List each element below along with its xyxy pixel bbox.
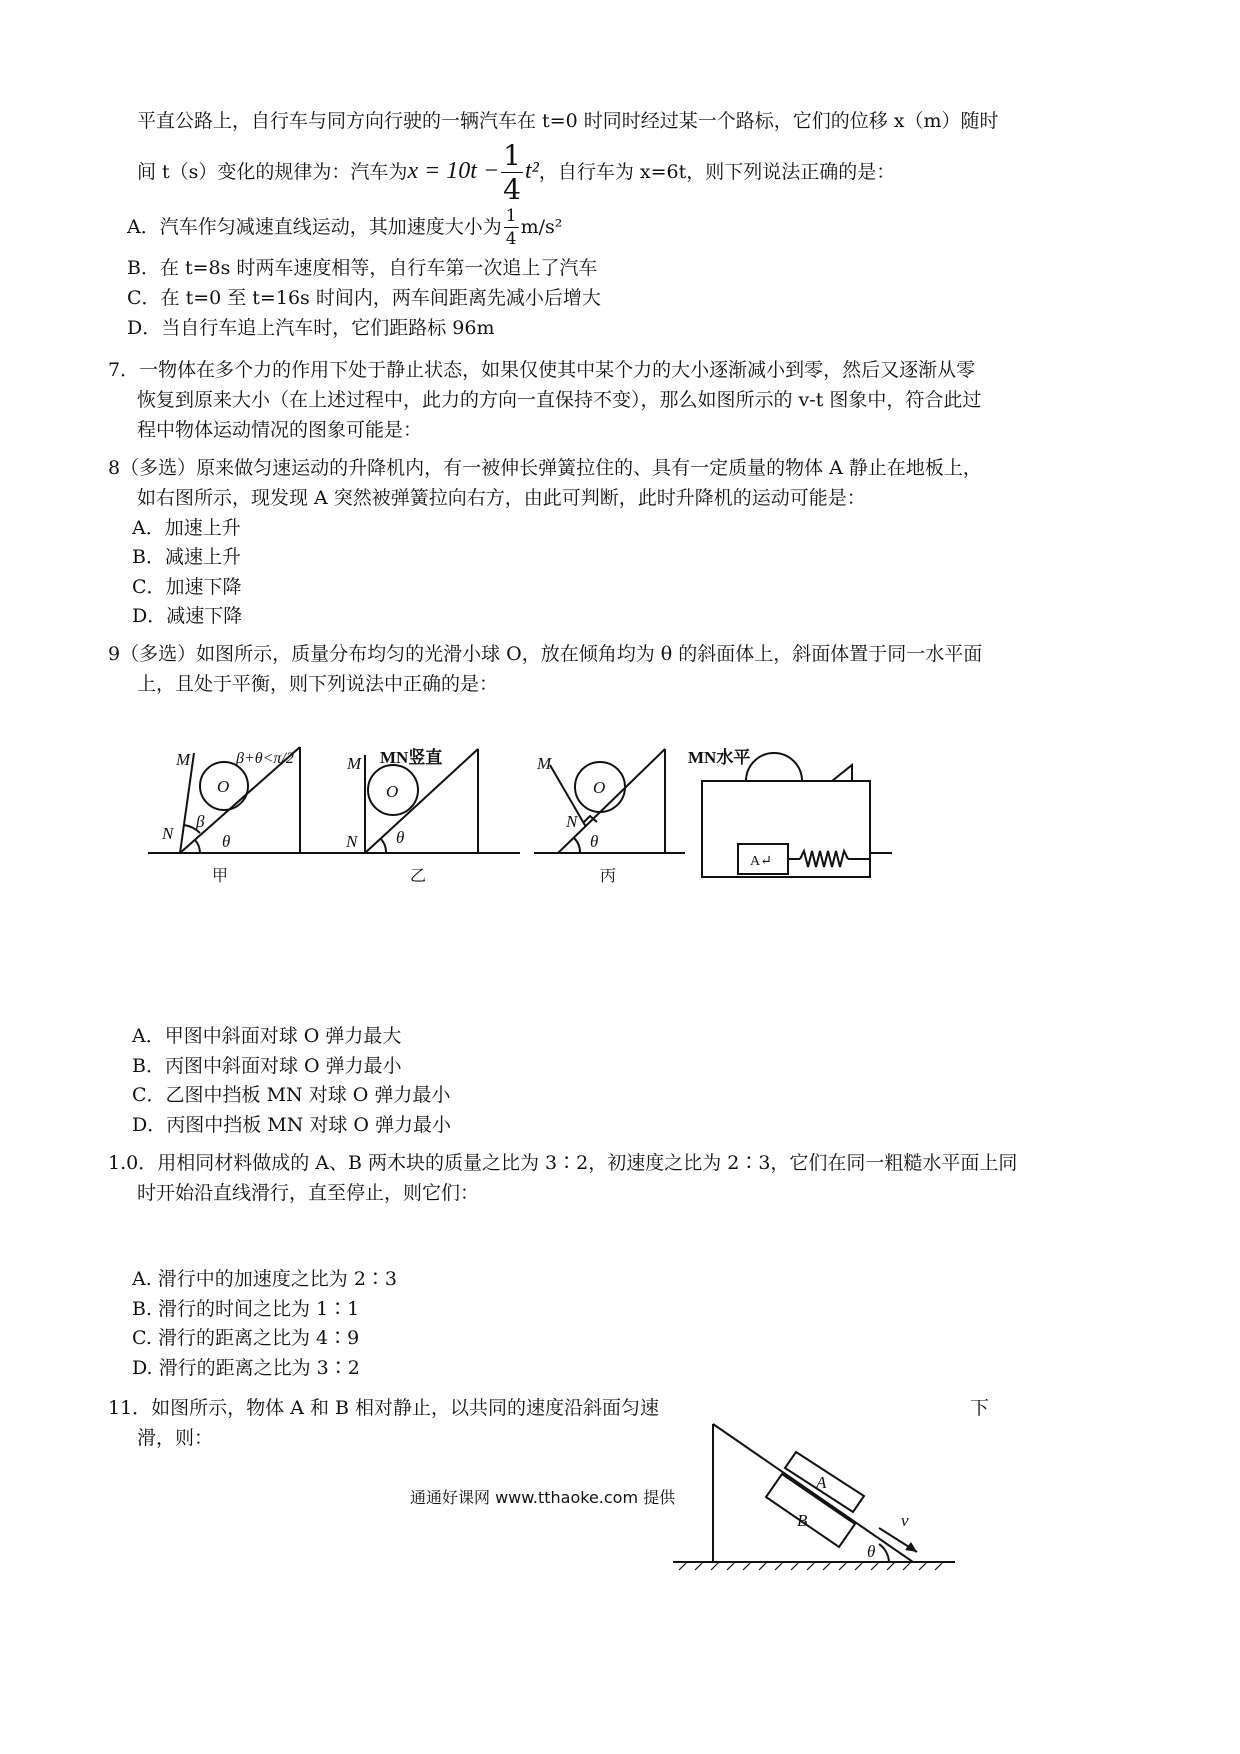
caption-yi: 乙 <box>410 868 427 885</box>
q6-option-a-text: A．汽车作匀减速直线运动，其加速度大小为 <box>127 216 502 238</box>
q6-eq-fraction <box>501 139 523 206</box>
yi-label-theta: θ <box>396 828 405 847</box>
theta-label: θ <box>867 1542 876 1561</box>
q10-option-b: B. 滑行的时间之比为 1∶1 <box>132 1298 360 1320</box>
q8-option-a: A．加速上升 <box>132 517 241 539</box>
caption-jia: 甲 <box>212 868 229 885</box>
bing-label-m: M <box>537 754 552 773</box>
q6-option-c: C．在 t=0 至 t=16s 时间内，两车间距离先减小后增大 <box>127 287 601 309</box>
q7-line2: 恢复到原来大小（在上述过程中，此力的方向一直保持不变），那么如图所示的 v-t 图象中，符合此过 <box>137 389 982 411</box>
yi-label-n: N <box>346 832 358 851</box>
q6-option-b: B．在 t=8s 时两车速度相等，自行车第一次追上了汽车 <box>127 257 598 279</box>
q8-option-d: D．减速下降 <box>132 605 243 627</box>
q11-line1-end: 下 <box>970 1397 990 1419</box>
bing-label-theta: θ <box>590 832 599 851</box>
q9-option-a: A．甲图中斜面对球 O 弹力最大 <box>132 1025 402 1047</box>
q9-option-d: D．丙图中挡板 MN 对球 O 弹力最小 <box>132 1114 452 1136</box>
bing-theta-arc <box>574 838 580 853</box>
q10-line2: 时开始沿直线滑行，直至停止，则它们： <box>137 1182 480 1204</box>
spring <box>800 851 848 867</box>
yi-title: MN竖直 <box>380 748 443 767</box>
elevator-ball <box>746 753 802 781</box>
q11-line1: 11．如图所示，物体 A 和 B 相对静止，以共同的速度沿斜面匀速 <box>108 1397 660 1419</box>
yi-label-m: M <box>347 754 362 773</box>
ground-hatching <box>679 1562 943 1570</box>
q6-eq-den: 4 <box>503 173 521 206</box>
q10-line1: 1.0．用相同材料做成的 A、B 两木块的质量之比为 3∶2，初速度之比为 2∶3，它们在同一粗糙水平面上同 <box>108 1152 1018 1174</box>
q9-option-c: C．乙图中挡板 MN 对球 O 弹力最小 <box>132 1084 451 1106</box>
yi-label-o: O <box>386 782 399 801</box>
q10-option-a: A. 滑行中的加速度之比为 2∶3 <box>132 1268 398 1290</box>
q6-eq-right: t² <box>524 158 539 184</box>
q6-line2-prefix: 间 t（s）变化的规律为：汽车为 <box>137 161 408 183</box>
jia-label-o: O <box>217 777 230 796</box>
page-footer: 通通好课网 www.tthaoke.com 提供 <box>410 1488 676 1507</box>
q6-line2-suffix: ，自行车为 x=6t，则下列说法正确的是： <box>538 161 896 183</box>
theta-arc <box>879 1544 889 1562</box>
elevator-incline <box>832 765 852 781</box>
q10-option-d: D. 滑行的距离之比为 3∶2 <box>132 1357 360 1379</box>
q6-option-a-num: 1 <box>505 206 517 226</box>
q7-line1: 7．一物体在多个力的作用下处于静止状态，如果仅使其中某个力的大小逐渐减小到零，然后又逐渐从零 <box>108 359 976 381</box>
velocity-arrow-head <box>905 1542 917 1552</box>
elevator-box <box>702 781 870 877</box>
jia-label-m: M <box>176 750 191 769</box>
q8-line1: 8（多选）原来做匀速运动的升降机内，有一被伸长弹簧拉住的、具有一定质量的物体 A 静止在地板上， <box>108 457 982 479</box>
q6-line2 <box>137 139 896 206</box>
jia-label-theta: θ <box>222 832 231 851</box>
block-a-label: A↵ <box>750 854 772 869</box>
ding-title: MN水平 <box>688 748 751 767</box>
jia-label-beta: β <box>196 812 205 831</box>
q11-line2: 滑，则： <box>137 1427 214 1449</box>
yi-theta-arc <box>381 839 386 853</box>
block-a-label: A <box>816 1473 827 1492</box>
q6-option-a-fraction <box>504 208 519 248</box>
q9-line2: 上，且处于平衡，则下列说法中正确的是： <box>137 673 499 695</box>
q6-option-a <box>127 208 562 248</box>
q8-option-c: C．加速下降 <box>132 576 242 598</box>
q6-eq-num: 1 <box>503 139 521 172</box>
q6-eq-left: x = 10t − <box>407 158 500 184</box>
incline-slope <box>713 1424 913 1562</box>
figure-q9-inclines <box>140 735 910 905</box>
block-b-label: B <box>797 1511 808 1530</box>
velocity-label: v <box>901 1511 909 1530</box>
q6-option-d: D．当自行车追上汽车时，它们距路标 96m <box>127 317 495 339</box>
caption-bing: 丙 <box>600 868 617 885</box>
q9-line1: 9（多选）如图所示，质量分布均匀的光滑小球 O，放在倾角均为 θ 的斜面体上，斜面体置于同一水平面 <box>108 643 983 665</box>
bing-label-o: O <box>593 778 606 797</box>
figure-q11-incline <box>665 1412 965 1580</box>
q8-option-b: B．减速上升 <box>132 546 241 568</box>
jia-condition: β+θ<π/2 <box>236 750 294 767</box>
q9-option-b: B．丙图中斜面对球 O 弹力最小 <box>132 1055 402 1077</box>
q6-option-a-unit: m/s² <box>520 216 563 238</box>
bing-label-n: N <box>566 812 578 831</box>
q7-line3: 程中物体运动情况的图象可能是： <box>137 419 423 441</box>
q6-line1: 平直公路上，自行车与同方向行驶的一辆汽车在 t=0 时同时经过某一个路标，它们的位移 x（m）随时 <box>137 110 999 132</box>
q8-line2: 如右图所示，现发现 A 突然被弹簧拉向右方，由此可判断，此时升降机的运动可能是： <box>137 487 866 509</box>
q10-option-c: C. 滑行的距离之比为 4∶9 <box>132 1327 360 1349</box>
q6-option-a-den: 4 <box>505 229 517 249</box>
jia-theta-arc <box>195 840 200 853</box>
jia-label-n: N <box>162 824 174 843</box>
